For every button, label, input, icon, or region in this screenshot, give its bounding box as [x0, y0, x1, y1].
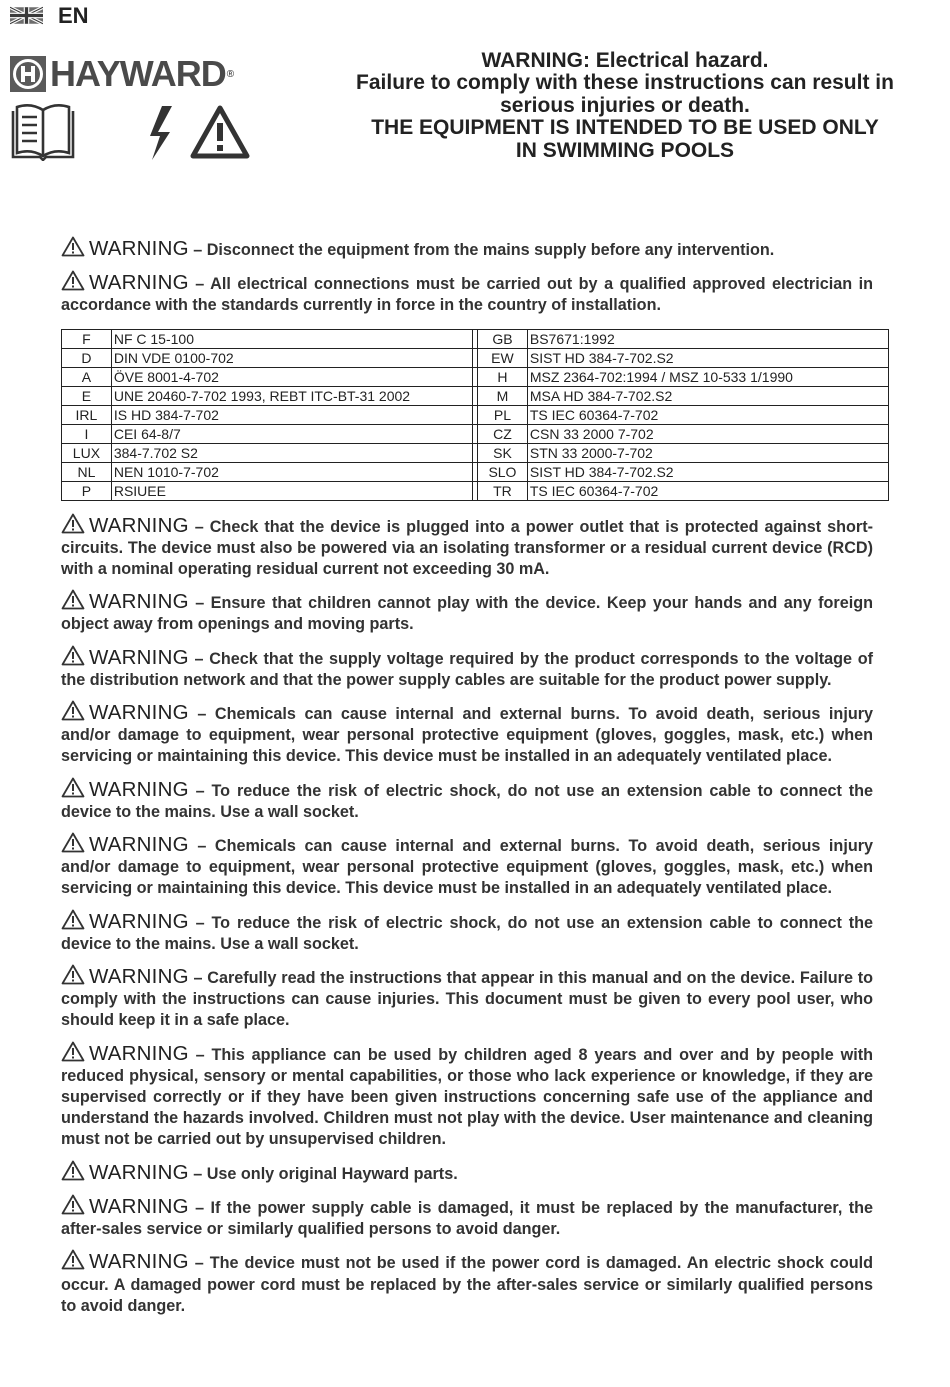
warning-paragraph [61, 832, 873, 900]
header-line: WARNING: Electrical hazard. [481, 49, 769, 72]
brand-name: HAYWARD [50, 53, 226, 94]
standard-cell: TS IEC 60364-7-702 [527, 405, 888, 424]
standard-cell: STN 33 2000-7-702 [527, 443, 888, 462]
warning-triangle-icon [61, 1041, 85, 1062]
country-code-cell: SLO [478, 462, 528, 481]
warning-text: – All electrical connections must be carried out by a qualified approved electrician in accordance with the standards currently in force in the country of installation. [61, 275, 873, 315]
warning-keyword: WARNING [89, 513, 189, 537]
country-code-cell: H [478, 367, 528, 386]
warning-text: – The device must not be used if the power cord is damaged. An electric shock could occur. A damaged power cord must be replaced by the after-sales service or similarly qualified persons to avoid danger. [61, 1254, 873, 1315]
warning-paragraph [61, 964, 873, 1032]
standard-cell: CEI 64-8/7 [111, 424, 472, 443]
header-line: THE EQUIPMENT IS INTENDED TO BE USED ONLY [371, 116, 879, 140]
registered-mark: ® [226, 68, 235, 80]
table-row [62, 386, 889, 405]
standard-cell: RSIUEE [111, 481, 472, 500]
warning-text: – If the power supply cable is damaged, it must be replaced by the manufacturer, the after-sales service or similarly qualified persons to avoid danger. [61, 1198, 874, 1239]
warning-keyword: WARNING [89, 1041, 189, 1065]
standard-cell: SIST HD 384-7-702.S2 [527, 462, 888, 481]
country-code-cell: F [62, 329, 112, 348]
warning-keyword: WARNING [89, 701, 189, 725]
warning-text: – Check that the supply voltage required by the product corresponds to the voltage of the distribution network and that the power supply cables are suitable for the product power supply. [61, 649, 873, 689]
country-code-cell: GB [478, 329, 528, 348]
warning-triangle-icon [61, 777, 85, 798]
table-row [62, 367, 889, 386]
standards-table [61, 329, 889, 501]
lightning-bolt-icon [142, 102, 188, 162]
warning-triangle-icon [61, 1194, 85, 1215]
warning-keyword: WARNING [89, 645, 189, 669]
warning-paragraph [61, 645, 873, 691]
country-code-cell: P [62, 481, 112, 500]
hayward-logo-mark-icon [10, 56, 46, 92]
warning-keyword: WARNING [89, 965, 189, 989]
table-row [62, 329, 889, 348]
country-code-cell: PL [478, 405, 528, 424]
country-code-cell: EW [478, 348, 528, 367]
country-code-cell: I [62, 424, 112, 443]
warning-paragraph [61, 909, 873, 955]
warning-paragraph [61, 1249, 873, 1317]
warning-paragraph [61, 777, 873, 823]
standard-cell: DIN VDE 0100-702 [111, 348, 472, 367]
warning-text: – Carefully read the instructions that appear in this manual and on the device. Failure to comply with the instructions can cause injuries. This document must be given to every pool user, who should keep it in a safe place. [61, 969, 873, 1030]
warning-paragraph [61, 270, 873, 316]
warning-triangle-icon [61, 964, 85, 985]
warning-text: – To reduce the risk of electric shock, do not use an extension cable to connect the device to the mains. Use a wall socket. [61, 781, 874, 821]
manual-book-icon [10, 103, 76, 161]
table-row [62, 424, 889, 443]
country-code-cell: IRL [62, 405, 112, 424]
country-code-cell: CZ [478, 424, 528, 443]
header-line: Failure to comply with these instructions can result in [356, 71, 894, 95]
warning-triangle-icon [190, 105, 250, 159]
uk-flag-icon [10, 6, 43, 25]
standard-cell: UNE 20460-7-702 1993, REBT ITC-BT-31 2002 [111, 386, 472, 405]
standard-cell: TS IEC 60364-7-702 [527, 481, 888, 500]
country-code-cell: SK [478, 443, 528, 462]
warning-paragraph [61, 1194, 873, 1240]
safety-icons [10, 102, 250, 162]
warning-text: – Check that the device is plugged into a power outlet that is protected against short-circuits. The device must also be powered via an isolating transformer or a residual current device (RCD) with a nominal operating residual current not exceeding 30 mA. [61, 517, 873, 579]
warning-triangle-icon [61, 832, 85, 853]
warning-triangle-icon [61, 1249, 85, 1270]
standard-cell: SIST HD 384-7-702.S2 [527, 348, 888, 367]
warning-text: – Ensure that children cannot play with the device. Keep your hands and any foreign object away from openings and moving parts. [61, 594, 873, 634]
warning-keyword: WARNING [89, 1160, 189, 1184]
standard-cell: MSZ 2364-702:1994 / MSZ 10-533 1/1990 [527, 367, 888, 386]
warnings-bottom [61, 513, 873, 1317]
table-row [62, 462, 889, 481]
header-line: IN SWIMMING POOLS [515, 138, 735, 162]
warning-triangle-icon [61, 236, 85, 257]
header-line: serious injuries or death. [500, 93, 750, 117]
warning-triangle-icon [61, 589, 85, 610]
standard-cell: NEN 1010-7-702 [111, 462, 472, 481]
warning-text: – Chemicals can cause internal and external burns. To avoid death, serious injury and/or damage to equipment, wear personal protective equipment (gloves, goggles, mask, etc.) when servicing or maintaining this device. This device must be installed in an adequately ventilated place. [61, 837, 874, 898]
table-row [62, 348, 889, 367]
warning-paragraph [61, 589, 873, 635]
country-code-cell: LUX [62, 443, 112, 462]
hayward-logo [10, 53, 235, 94]
warning-text: – Use only original Hayward parts. [193, 1164, 458, 1183]
table-row [62, 443, 889, 462]
warning-keyword: WARNING [89, 1194, 189, 1218]
warning-paragraph [61, 1160, 873, 1185]
warning-triangle-icon [61, 1160, 85, 1181]
warnings-content [61, 236, 873, 1326]
language-code: EN [58, 3, 89, 28]
country-code-cell: E [62, 386, 112, 405]
warning-keyword: WARNING [89, 777, 189, 801]
warning-text: – Chemicals can cause internal and external burns. To avoid death, serious injury and/or damage to equipment, wear personal protective equipment (gloves, goggles, mask, etc.) when servicing or maintaining this device. This device must be installed in an adequately ventilated place. [61, 705, 874, 766]
standard-cell: ÖVE 8001-4-702 [111, 367, 472, 386]
standard-cell: MSA HD 384-7-702.S2 [527, 386, 888, 405]
warning-keyword: WARNING [89, 833, 189, 857]
country-code-cell: D [62, 348, 112, 367]
warning-keyword: WARNING [89, 271, 189, 295]
warning-triangle-icon [61, 909, 85, 930]
table-row [62, 481, 889, 500]
warning-paragraph [61, 236, 873, 261]
standard-cell: BS7671:1992 [527, 329, 888, 348]
warning-keyword: WARNING [89, 237, 189, 260]
table-row [62, 405, 889, 424]
warning-triangle-icon [61, 270, 85, 291]
standard-cell: 384-7.702 S2 [111, 443, 472, 462]
warning-triangle-icon [61, 645, 85, 666]
country-code-cell: M [478, 386, 528, 405]
country-code-cell: A [62, 367, 112, 386]
warning-keyword: WARNING [89, 1250, 189, 1274]
warning-paragraph [61, 513, 873, 581]
warning-triangle-icon [61, 700, 85, 721]
warning-text: – To reduce the risk of electric shock, do not use an extension cable to connect the device to the mains. Use a wall socket. [61, 913, 874, 953]
warning-paragraph [61, 1041, 873, 1151]
warnings-top [61, 236, 873, 317]
warning-triangle-icon [61, 513, 85, 534]
standard-cell: IS HD 384-7-702 [111, 405, 472, 424]
warning-paragraph [61, 700, 873, 768]
warning-keyword: WARNING [89, 590, 189, 614]
warning-keyword: WARNING [89, 909, 189, 933]
country-code-cell: NL [62, 462, 112, 481]
country-code-cell: TR [478, 481, 528, 500]
main-warning-header [330, 50, 920, 162]
standard-cell: CSN 33 2000 7-702 [527, 424, 888, 443]
warning-text: – Disconnect the equipment from the mains supply before any intervention. [193, 241, 775, 259]
warning-text: – This appliance can be used by children aged 8 years and over and by people with reduced physical, sensory or mental capabilities, or those who lack experience or knowledge, if they are supervised correctly or if they have been given instructions concerning safe use of the appliance and understand the hazards involved. Children must not play with the device. User maintenance and cleaning must not be carried out by unsupervised children. [61, 1045, 873, 1149]
standard-cell: NF C 15-100 [111, 329, 472, 348]
